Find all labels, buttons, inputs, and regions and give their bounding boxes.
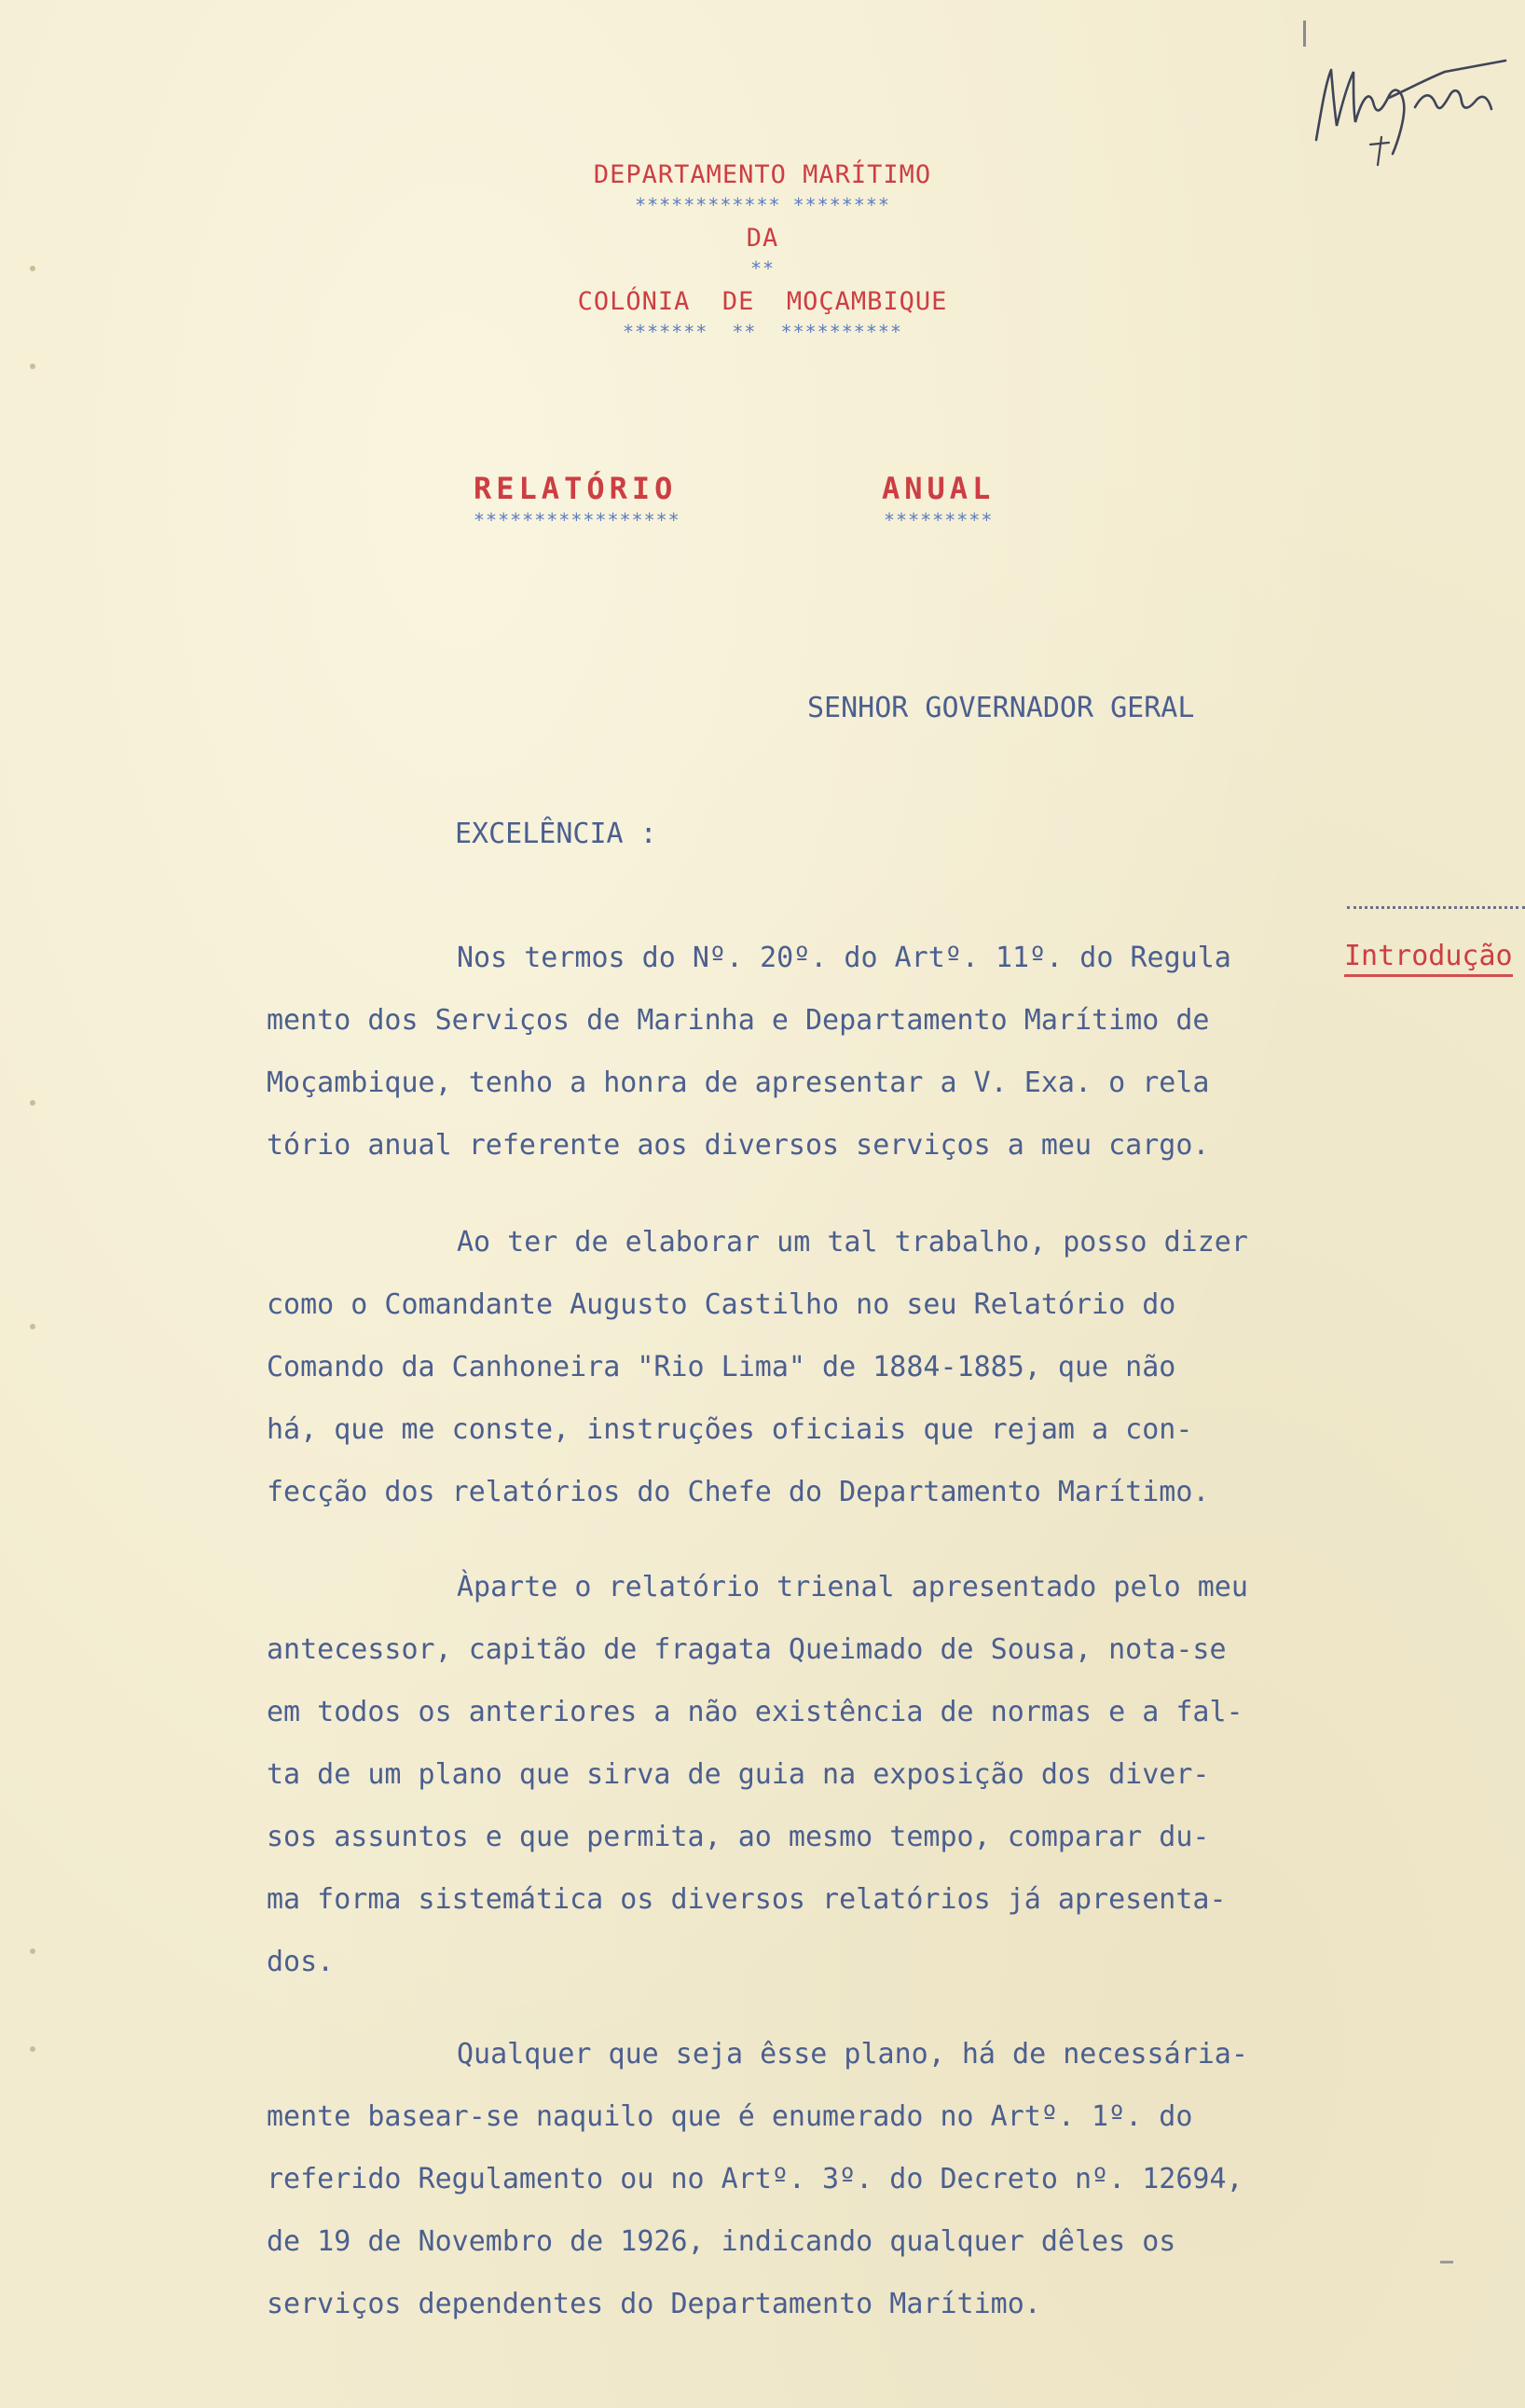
title-relatorio: RELATÓRIO: [474, 471, 678, 506]
title-underline-stars: *****************: [474, 509, 680, 531]
title-anual: ANUAL: [882, 471, 996, 506]
paragraph-4-line-5: serviços dependentes do Departamento Marítimo.: [267, 2288, 1041, 2320]
paragraph-3-line-7: dos.: [267, 1946, 335, 1978]
paragraph-2-line-2: como o Comandante Augusto Castilho no seu Relatório do: [267, 1288, 1176, 1321]
paragraph-3-line-4: ta de um plano que sirva de guia na exposição dos diver-: [267, 1758, 1210, 1791]
paragraph-1-line-3: Moçambique, tenho a honra de apresentar a V. Exa. o rela: [267, 1066, 1210, 1099]
paper-mark: [1303, 21, 1306, 47]
paragraph-1-line-1: Nos termos do Nº. 20º. do Artº. 11º. do Regula: [457, 942, 1231, 974]
addressee: SENHOR GOVERNADOR GERAL: [807, 692, 1195, 724]
paragraph-2-line-1: Ao ter de elaborar um tal trabalho, posso dizer: [457, 1226, 1248, 1259]
header-underline-stars: ************ ********: [635, 194, 890, 216]
paragraph-4-line-1: Qualquer que seja êsse plano, há de necessária-: [457, 2038, 1248, 2071]
paragraph-2-line-5: fecção dos relatórios do Chefe do Departamento Marítimo.: [267, 1476, 1210, 1508]
margin-note-introducao: Introdução: [1344, 940, 1513, 977]
binding-hole: [30, 364, 35, 369]
salutation: EXCELÊNCIA :: [455, 818, 657, 850]
binding-hole: [30, 2046, 35, 2052]
binding-hole: [30, 1948, 35, 1954]
paragraph-3-line-2: antecessor, capitão de fragata Queimado de Sousa, nota-se: [267, 1633, 1227, 1666]
header-underline-stars: **: [749, 257, 776, 280]
paragraph-3-line-5: sos assuntos e que permita, ao mesmo tempo, comparar du-: [267, 1821, 1210, 1853]
binding-hole: [30, 1100, 35, 1106]
paragraph-3-line-1: Àparte o relatório trienal apresentado pelo meu: [457, 1571, 1248, 1603]
handwritten-signature: [1305, 51, 1510, 172]
header-department: DEPARTAMENTO MARÍTIMO: [593, 160, 932, 189]
paragraph-4-line-4: de 19 de Novembro de 1926, indicando qualquer dêles os: [267, 2225, 1176, 2258]
paragraph-2-line-4: há, que me conste, instruções oficiais que rejam a con-: [267, 1413, 1193, 1446]
paragraph-3-line-6: ma forma sistemática os diversos relatórios já apresenta-: [267, 1883, 1227, 1916]
header-da: DA: [746, 224, 779, 253]
paragraph-1-line-4: tório anual referente aos diversos serviços a meu cargo.: [267, 1129, 1210, 1162]
header-underline-stars: ******* ** **********: [623, 321, 902, 343]
margin-dashes: [1347, 906, 1525, 915]
header-colony: COLÓNIA DE MOÇAMBIQUE: [577, 287, 948, 316]
paragraph-2-line-3: Comando da Canhoneira "Rio Lima" de 1884-1885, que não: [267, 1351, 1176, 1383]
paragraph-4-line-2: mente basear-se naquilo que é enumerado no Artº. 1º. do: [267, 2100, 1193, 2133]
paragraph-1-line-2: mento dos Serviços de Marinha e Departamento Marítimo de: [267, 1004, 1210, 1037]
paragraph-3-line-3: em todos os anteriores a não existência de normas e a fal-: [267, 1696, 1243, 1728]
binding-hole: [30, 1324, 35, 1329]
title-underline-stars: *********: [884, 509, 994, 531]
paragraph-4-line-3: referido Regulamento ou no Artº. 3º. do Decreto nº. 12694,: [267, 2163, 1243, 2195]
paper-mark: [1440, 2261, 1453, 2264]
